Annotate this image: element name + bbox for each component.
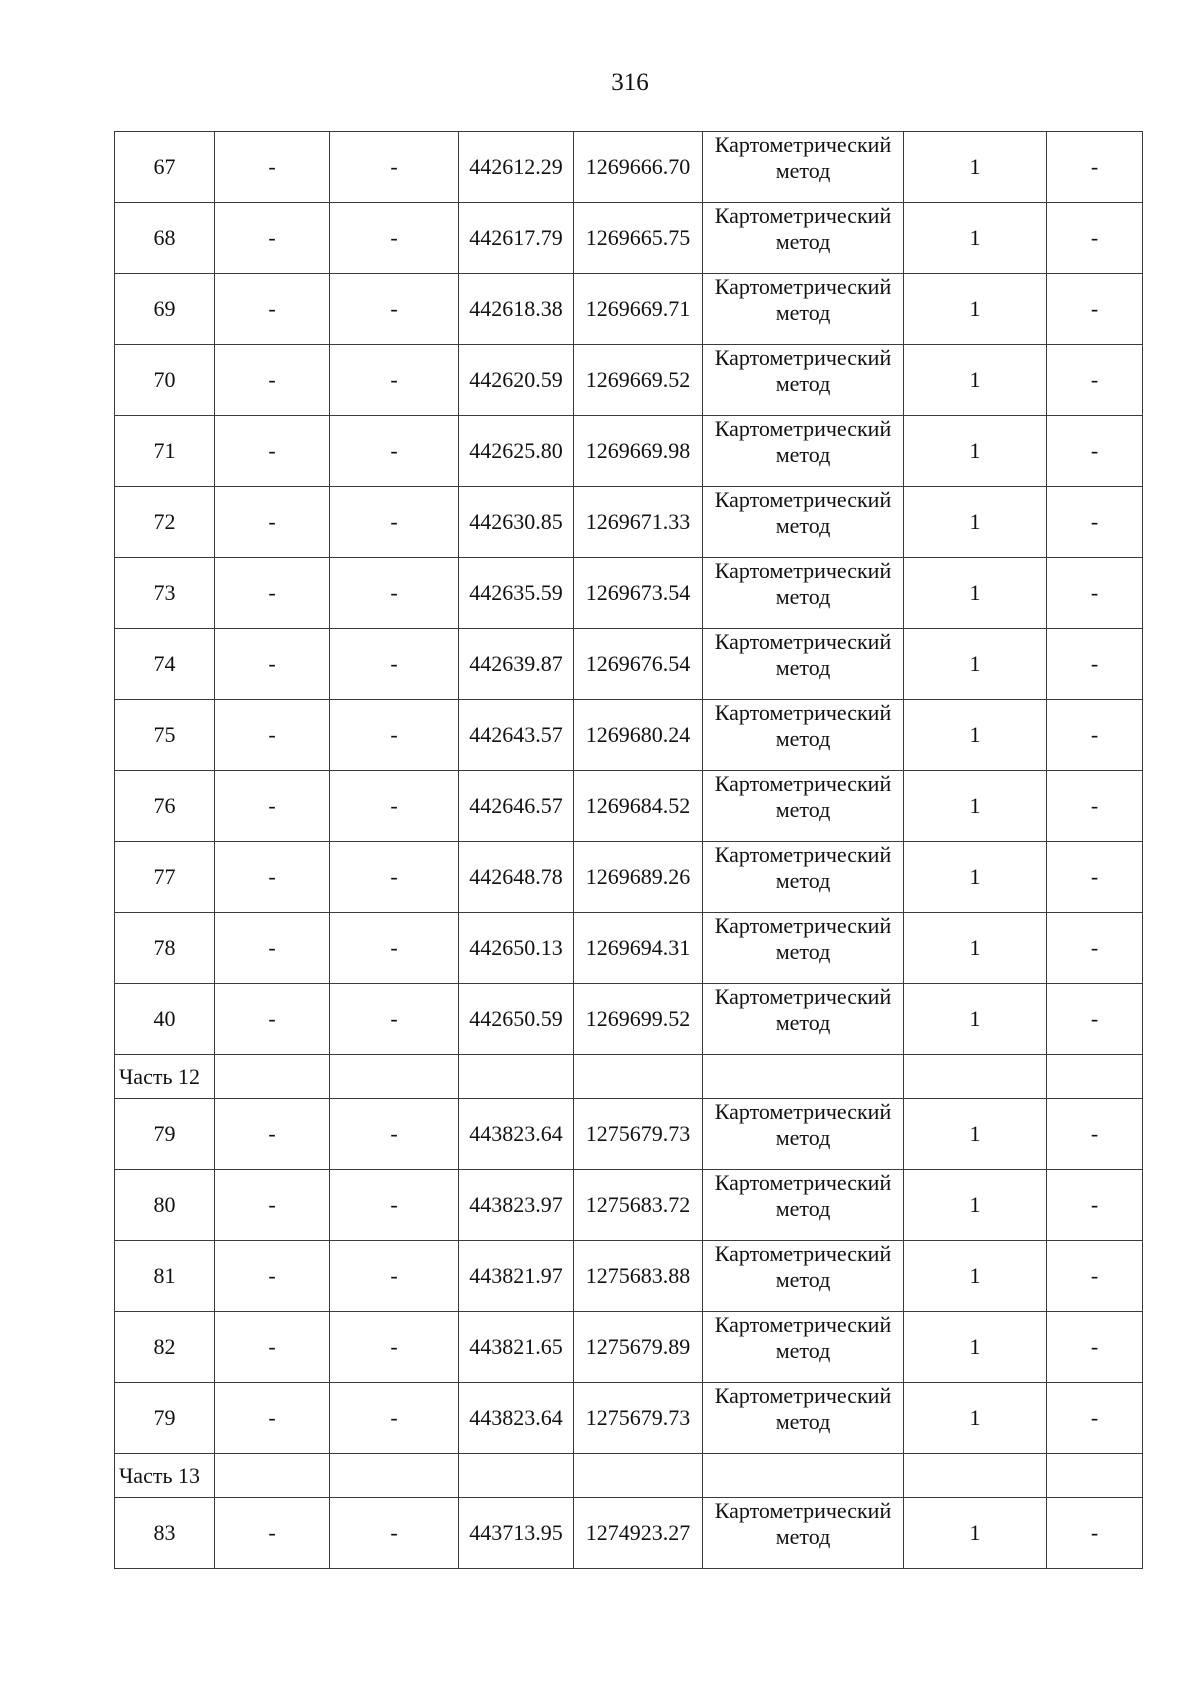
point-number-cell: 67 (115, 132, 215, 203)
empty-cell (703, 1055, 904, 1099)
y-coordinate-cell: 1275683.72 (574, 1170, 703, 1241)
x-coordinate-cell: 442617.79 (459, 203, 574, 274)
method-text-line1: Картометрический (714, 1498, 892, 1523)
dash-cell: - (330, 1383, 459, 1454)
dash-cell: - (215, 913, 330, 984)
dash-cell: - (330, 274, 459, 345)
dash-cell: - (330, 1312, 459, 1383)
method-text-line1: Картометрический (714, 913, 892, 938)
accuracy-cell: 1 (904, 1312, 1047, 1383)
method-cell (703, 1383, 904, 1454)
accuracy-cell: 1 (904, 842, 1047, 913)
y-coordinate-cell: 1269694.31 (574, 913, 703, 984)
point-number-cell: 72 (115, 487, 215, 558)
y-coordinate-cell: 1269676.54 (574, 629, 703, 700)
empty-cell (215, 1055, 330, 1099)
table-row (115, 1312, 1143, 1383)
x-coordinate-cell: 442612.29 (459, 132, 574, 203)
method-text-line2: метод (775, 1409, 831, 1434)
dash-cell: - (330, 1241, 459, 1312)
dash-cell: - (215, 984, 330, 1055)
empty-cell (330, 1454, 459, 1498)
dash-cell: - (1047, 203, 1143, 274)
point-number-cell: 80 (115, 1170, 215, 1241)
empty-cell (1047, 1454, 1143, 1498)
x-coordinate-cell: 443713.95 (459, 1498, 574, 1569)
part-header-row (115, 1055, 1143, 1099)
empty-cell (459, 1454, 574, 1498)
x-coordinate-cell: 442646.57 (459, 771, 574, 842)
x-coordinate-cell: 443823.64 (459, 1099, 574, 1170)
point-number-cell: 76 (115, 771, 215, 842)
method-text-line1: Картометрический (714, 1099, 892, 1124)
method-text-line1: Картометрический (714, 132, 892, 157)
method-text-line1: Картометрический (714, 558, 892, 583)
point-number-cell: 73 (115, 558, 215, 629)
dash-cell: - (330, 416, 459, 487)
accuracy-cell: 1 (904, 1241, 1047, 1312)
x-coordinate-cell: 443821.97 (459, 1241, 574, 1312)
dash-cell: - (215, 842, 330, 913)
dash-cell: - (330, 771, 459, 842)
table-row (115, 1383, 1143, 1454)
method-text-line2: метод (775, 584, 831, 609)
method-text-line1: Картометрический (714, 629, 892, 654)
dash-cell: - (215, 132, 330, 203)
method-cell (703, 1170, 904, 1241)
dash-cell: - (215, 487, 330, 558)
dash-cell: - (1047, 1170, 1143, 1241)
point-number-cell: 40 (115, 984, 215, 1055)
dash-cell: - (215, 274, 330, 345)
table-row (115, 1099, 1143, 1170)
dash-cell: - (1047, 1099, 1143, 1170)
method-cell (703, 842, 904, 913)
dash-cell: - (330, 132, 459, 203)
method-text-line1: Картометрический (714, 416, 892, 441)
method-text-line1: Картометрический (714, 1170, 892, 1195)
method-cell (703, 558, 904, 629)
method-cell (703, 629, 904, 700)
method-text-line2: метод (775, 1267, 831, 1292)
method-text-line1: Картометрический (714, 1383, 892, 1408)
accuracy-cell: 1 (904, 1099, 1047, 1170)
accuracy-cell: 1 (904, 132, 1047, 203)
y-coordinate-cell: 1275683.88 (574, 1241, 703, 1312)
dash-cell: - (330, 558, 459, 629)
dash-cell: - (215, 1383, 330, 1454)
accuracy-cell: 1 (904, 274, 1047, 345)
method-cell (703, 345, 904, 416)
x-coordinate-cell: 443821.65 (459, 1312, 574, 1383)
dash-cell: - (330, 913, 459, 984)
x-coordinate-cell: 442635.59 (459, 558, 574, 629)
dash-cell: - (1047, 629, 1143, 700)
point-number-cell: 75 (115, 700, 215, 771)
dash-cell: - (330, 1498, 459, 1569)
dash-cell: - (330, 842, 459, 913)
table-row (115, 771, 1143, 842)
y-coordinate-cell: 1269669.71 (574, 274, 703, 345)
y-coordinate-cell: 1269671.33 (574, 487, 703, 558)
y-coordinate-cell: 1274923.27 (574, 1498, 703, 1569)
part-label: Часть 12 (115, 1055, 215, 1099)
dash-cell: - (330, 700, 459, 771)
method-cell (703, 984, 904, 1055)
dash-cell: - (1047, 345, 1143, 416)
method-cell (703, 416, 904, 487)
point-number-cell: 68 (115, 203, 215, 274)
x-coordinate-cell: 442639.87 (459, 629, 574, 700)
method-text-line2: метод (775, 442, 831, 467)
dash-cell: - (215, 1498, 330, 1569)
method-cell (703, 274, 904, 345)
dash-cell: - (1047, 1383, 1143, 1454)
method-text-line1: Картометрический (714, 345, 892, 370)
accuracy-cell: 1 (904, 913, 1047, 984)
table-row (115, 1170, 1143, 1241)
point-number-cell: 74 (115, 629, 215, 700)
x-coordinate-cell: 442625.80 (459, 416, 574, 487)
method-text-line2: метод (775, 513, 831, 538)
table-row (115, 700, 1143, 771)
x-coordinate-cell: 442630.85 (459, 487, 574, 558)
accuracy-cell: 1 (904, 558, 1047, 629)
table-row (115, 1498, 1143, 1569)
part-header-row (115, 1454, 1143, 1498)
accuracy-cell: 1 (904, 416, 1047, 487)
accuracy-cell: 1 (904, 1498, 1047, 1569)
table-row (115, 132, 1143, 203)
y-coordinate-cell: 1269669.98 (574, 416, 703, 487)
dash-cell: - (330, 984, 459, 1055)
x-coordinate-cell: 442643.57 (459, 700, 574, 771)
method-text-line1: Картометрический (714, 984, 892, 1009)
x-coordinate-cell: 442650.59 (459, 984, 574, 1055)
method-cell (703, 1241, 904, 1312)
method-text-line2: метод (775, 1524, 831, 1549)
method-cell (703, 1312, 904, 1383)
method-text-line1: Картометрический (714, 203, 892, 228)
point-number-cell: 70 (115, 345, 215, 416)
dash-cell: - (215, 1312, 330, 1383)
dash-cell: - (330, 345, 459, 416)
method-cell (703, 700, 904, 771)
x-coordinate-cell: 442650.13 (459, 913, 574, 984)
point-number-cell: 77 (115, 842, 215, 913)
dash-cell: - (1047, 1498, 1143, 1569)
dash-cell: - (1047, 842, 1143, 913)
table-row (115, 416, 1143, 487)
table-row (115, 1241, 1143, 1312)
dash-cell: - (215, 558, 330, 629)
method-text-line2: метод (775, 158, 831, 183)
method-text-line2: метод (775, 371, 831, 396)
accuracy-cell: 1 (904, 487, 1047, 558)
table-row (115, 984, 1143, 1055)
empty-cell (703, 1454, 904, 1498)
dash-cell: - (215, 1170, 330, 1241)
y-coordinate-cell: 1269673.54 (574, 558, 703, 629)
method-text-line2: метод (775, 1196, 831, 1221)
point-number-cell: 79 (115, 1099, 215, 1170)
method-cell (703, 1498, 904, 1569)
method-text-line1: Картометрический (714, 1241, 892, 1266)
dash-cell: - (1047, 913, 1143, 984)
point-number-cell: 78 (115, 913, 215, 984)
point-number-cell: 71 (115, 416, 215, 487)
empty-cell (330, 1055, 459, 1099)
empty-cell (904, 1454, 1047, 1498)
accuracy-cell: 1 (904, 984, 1047, 1055)
accuracy-cell: 1 (904, 1170, 1047, 1241)
page-number: 316 (611, 69, 649, 96)
method-text-line1: Картометрический (714, 487, 892, 512)
method-text-line2: метод (775, 655, 831, 680)
method-text-line2: метод (775, 300, 831, 325)
dash-cell: - (1047, 487, 1143, 558)
accuracy-cell: 1 (904, 700, 1047, 771)
table-row (115, 487, 1143, 558)
dash-cell: - (215, 771, 330, 842)
y-coordinate-cell: 1275679.73 (574, 1099, 703, 1170)
y-coordinate-cell: 1269689.26 (574, 842, 703, 913)
y-coordinate-cell: 1269669.52 (574, 345, 703, 416)
y-coordinate-cell: 1269699.52 (574, 984, 703, 1055)
method-text-line2: метод (775, 868, 831, 893)
y-coordinate-cell: 1275679.73 (574, 1383, 703, 1454)
accuracy-cell: 1 (904, 203, 1047, 274)
y-coordinate-cell: 1269665.75 (574, 203, 703, 274)
method-text-line2: метод (775, 1338, 831, 1363)
point-number-cell: 83 (115, 1498, 215, 1569)
x-coordinate-cell: 443823.97 (459, 1170, 574, 1241)
method-text-line1: Картометрический (714, 842, 892, 867)
point-number-cell: 82 (115, 1312, 215, 1383)
dash-cell: - (215, 1241, 330, 1312)
dash-cell: - (215, 203, 330, 274)
dash-cell: - (215, 1099, 330, 1170)
method-text-line1: Картометрический (714, 274, 892, 299)
x-coordinate-cell: 442620.59 (459, 345, 574, 416)
method-text-line2: метод (775, 726, 831, 751)
empty-cell (904, 1055, 1047, 1099)
dash-cell: - (1047, 984, 1143, 1055)
x-coordinate-cell: 442618.38 (459, 274, 574, 345)
empty-cell (574, 1055, 703, 1099)
method-text-line2: метод (775, 939, 831, 964)
point-number-cell: 69 (115, 274, 215, 345)
dash-cell: - (1047, 771, 1143, 842)
method-text-line1: Картометрический (714, 700, 892, 725)
dash-cell: - (330, 487, 459, 558)
dash-cell: - (215, 416, 330, 487)
point-number-cell: 79 (115, 1383, 215, 1454)
table-row (115, 345, 1143, 416)
table-row (115, 558, 1143, 629)
method-cell (703, 1099, 904, 1170)
coordinates-table-body (115, 132, 1143, 1569)
y-coordinate-cell: 1275679.89 (574, 1312, 703, 1383)
method-text-line2: метод (775, 797, 831, 822)
part-label: Часть 13 (115, 1454, 215, 1498)
method-cell (703, 132, 904, 203)
x-coordinate-cell: 442648.78 (459, 842, 574, 913)
table-row (115, 629, 1143, 700)
dash-cell: - (1047, 132, 1143, 203)
method-text-line1: Картометрический (714, 1312, 892, 1337)
method-text-line2: метод (775, 1010, 831, 1035)
y-coordinate-cell: 1269666.70 (574, 132, 703, 203)
method-text-line1: Картометрический (714, 771, 892, 796)
empty-cell (574, 1454, 703, 1498)
method-cell (703, 771, 904, 842)
method-cell (703, 913, 904, 984)
dash-cell: - (330, 1099, 459, 1170)
dash-cell: - (330, 203, 459, 274)
empty-cell (1047, 1055, 1143, 1099)
method-text-line2: метод (775, 229, 831, 254)
y-coordinate-cell: 1269684.52 (574, 771, 703, 842)
y-coordinate-cell: 1269680.24 (574, 700, 703, 771)
dash-cell: - (215, 700, 330, 771)
x-coordinate-cell: 443823.64 (459, 1383, 574, 1454)
accuracy-cell: 1 (904, 629, 1047, 700)
accuracy-cell: 1 (904, 771, 1047, 842)
dash-cell: - (215, 345, 330, 416)
table-row (115, 842, 1143, 913)
empty-cell (459, 1055, 574, 1099)
table-row (115, 913, 1143, 984)
dash-cell: - (1047, 1241, 1143, 1312)
dash-cell: - (1047, 274, 1143, 345)
point-number-cell: 81 (115, 1241, 215, 1312)
method-text-line2: метод (775, 1125, 831, 1150)
coordinates-table (114, 131, 1143, 1569)
dash-cell: - (1047, 558, 1143, 629)
dash-cell: - (215, 629, 330, 700)
method-cell (703, 487, 904, 558)
dash-cell: - (1047, 700, 1143, 771)
dash-cell: - (1047, 416, 1143, 487)
method-cell (703, 203, 904, 274)
dash-cell: - (330, 1170, 459, 1241)
dash-cell: - (1047, 1312, 1143, 1383)
empty-cell (215, 1454, 330, 1498)
accuracy-cell: 1 (904, 1383, 1047, 1454)
table-row (115, 274, 1143, 345)
dash-cell: - (330, 629, 459, 700)
table-row (115, 203, 1143, 274)
accuracy-cell: 1 (904, 345, 1047, 416)
